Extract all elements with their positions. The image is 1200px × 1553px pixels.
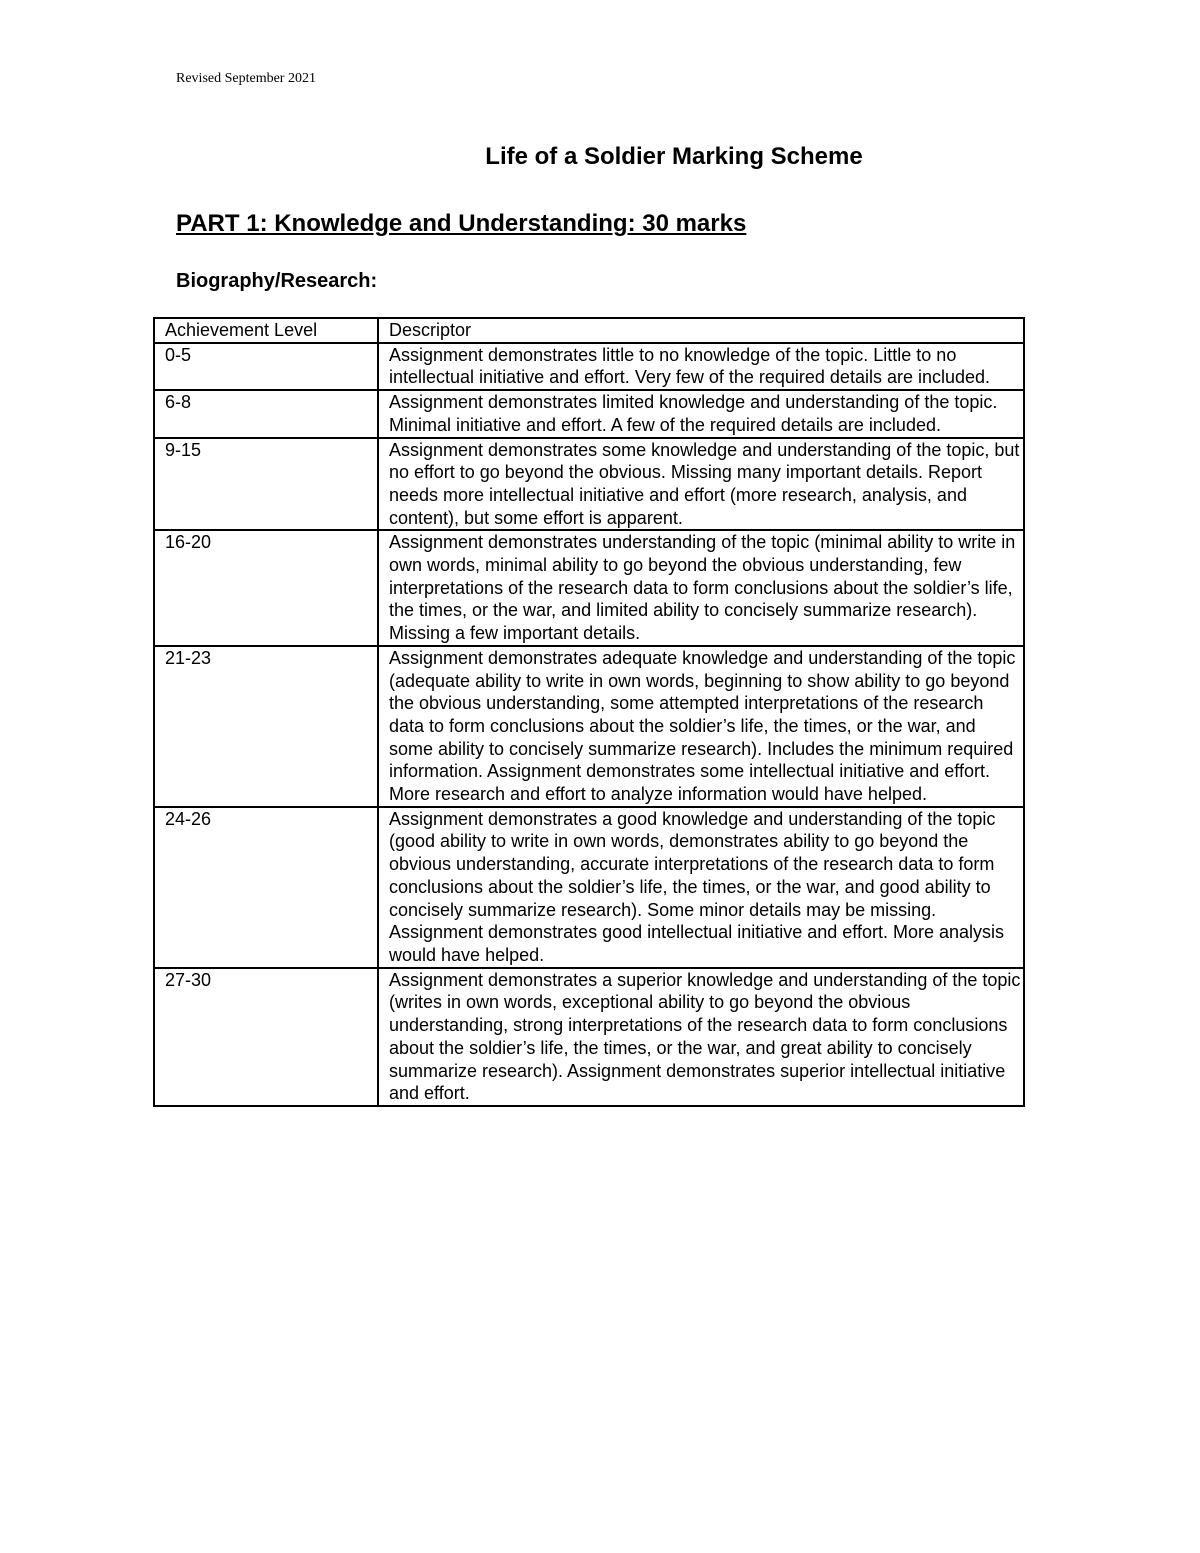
descriptor-cell: Assignment demonstrates limited knowledge and understanding of the topic. Minimal initiative and effort. A few of the required details are included. [378, 390, 1024, 437]
descriptor-cell: Assignment demonstrates some knowledge and understanding of the topic, but no effort to go beyond the obvious. Missing many important details. Report needs more intellectual initiative and effort (more research, analysis, and content), but some effort is apparent. [378, 438, 1024, 531]
table-header-row [154, 318, 1024, 343]
revision-date: Revised September 2021 [176, 71, 316, 86]
achievement-level-cell: 9-15 [154, 438, 378, 531]
table-row [154, 530, 1024, 646]
table-row [154, 968, 1024, 1106]
achievement-level-cell: 0-5 [154, 343, 378, 390]
descriptor-cell: Assignment demonstrates adequate knowledge and understanding of the topic (adequate ability to write in own words, beginning to show ability to go beyond the obvious understanding, some attempted interpretations of the research data to form conclusions about the soldier’s life, the times, or the war, and some ability to concisely summarize research). Includes the minimum required information. Assignment demonstrates some intellectual initiative and effort. More research and effort to analyze information would have helped. [378, 646, 1024, 807]
achievement-level-cell: 16-20 [154, 530, 378, 646]
descriptor-cell: Assignment demonstrates understanding of the topic (minimal ability to write in own words, minimal ability to go beyond the obvious understanding, few interpretations of the research data to form conclusions about the soldier’s life, the times, or the war, and limited ability to concisely summarize research). Missing a few important details. [378, 530, 1024, 646]
column-header-descriptor: Descriptor [378, 318, 1024, 343]
achievement-level-cell: 24-26 [154, 807, 378, 968]
achievement-level-cell: 21-23 [154, 646, 378, 807]
table-row [154, 343, 1024, 390]
table-row [154, 438, 1024, 531]
achievement-level-cell: 6-8 [154, 390, 378, 437]
table-row [154, 807, 1024, 968]
table-row [154, 646, 1024, 807]
page-title: Life of a Soldier Marking Scheme [485, 143, 863, 170]
column-header-achievement-level: Achievement Level [154, 318, 378, 343]
marking-rubric-table [153, 317, 1025, 1107]
descriptor-cell: Assignment demonstrates a superior knowledge and understanding of the topic (writes in own words, exceptional ability to go beyond the obvious understanding, strong interpretations of the research data to form conclusions about the soldier’s life, the times, or the war, and great ability to concisely summarize research). Assignment demonstrates superior intellectual initiative and effort. [378, 968, 1024, 1106]
part-heading: PART 1: Knowledge and Understanding: 30 marks [176, 210, 747, 237]
achievement-level-cell: 27-30 [154, 968, 378, 1106]
section-heading: Biography/Research: [176, 270, 378, 292]
descriptor-cell: Assignment demonstrates little to no knowledge of the topic. Little to no intellectual initiative and effort. Very few of the required details are included. [378, 343, 1024, 390]
descriptor-cell: Assignment demonstrates a good knowledge and understanding of the topic (good ability to write in own words, demonstrates ability to go beyond the obvious understanding, accurate interpretations of the research data to form conclusions about the soldier’s life, the times, or the war, and good ability to concisely summarize research). Some minor details may be missing. Assignment demonstrates good intellectual initiative and effort. More analysis would have helped. [378, 807, 1024, 968]
table-row [154, 390, 1024, 437]
